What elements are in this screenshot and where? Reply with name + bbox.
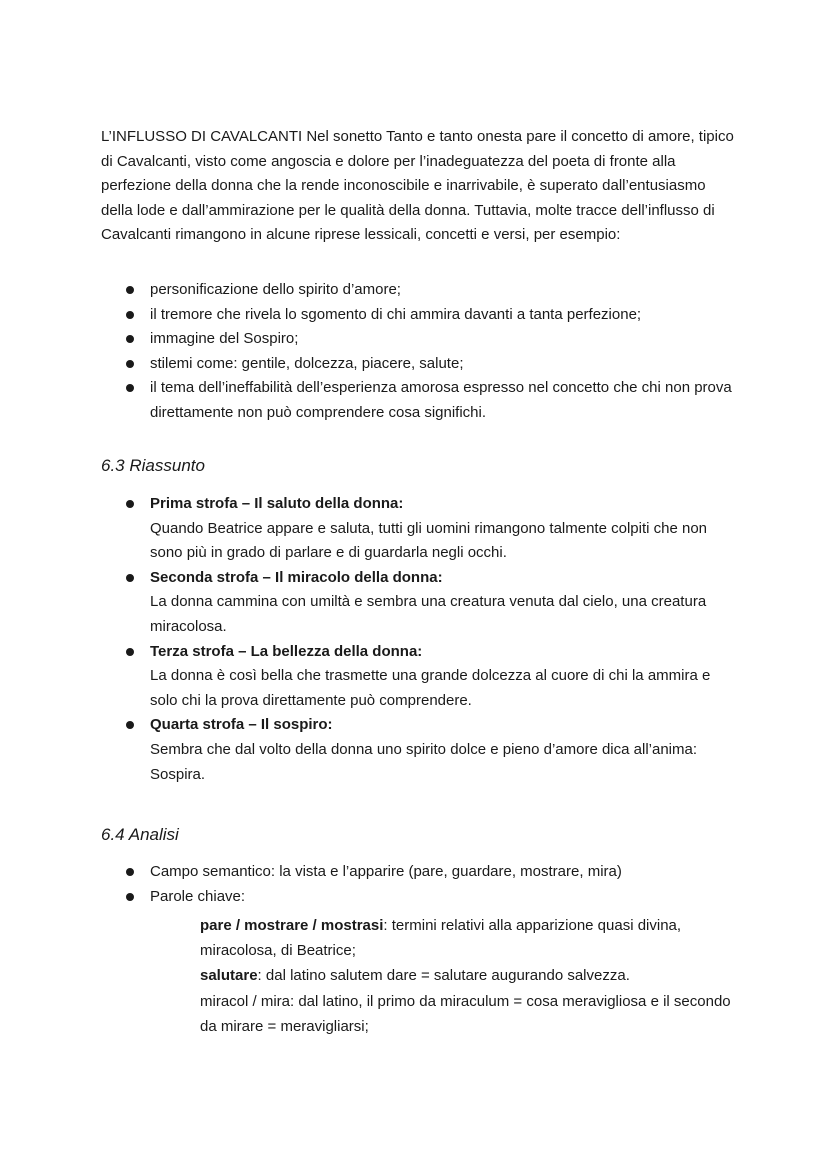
keyword-definition: : termini relativi alla apparizione quasi divina, miracolosa, di Beatrice; [200, 917, 682, 960]
strofa-heading: Prima strofa – Il saluto della donna: [150, 495, 404, 512]
list-item-text: stilemi come: gentile, dolcezza, piacere, salute; [150, 354, 464, 372]
keyword-definition: : dal latino salutem dare = salutare augurando salvezza. [257, 967, 630, 985]
list-item [101, 303, 741, 328]
list-item [101, 376, 741, 425]
keyword-term: pare / mostrare / mostrasi [200, 917, 384, 934]
riassunto-list [101, 492, 741, 787]
bullet-icon [126, 360, 134, 368]
list-item-text: Parole chiave: [150, 887, 246, 905]
list-item-text: Campo semantico: la vista e l’apparire (pare, guardare, mostrare, mira) [150, 863, 622, 880]
list-item-text: immagine del Sospiro; [150, 330, 299, 348]
section-title-analisi: 6.4 Analisi [101, 825, 179, 844]
bullet-icon [126, 286, 134, 294]
keyword-entry [200, 963, 740, 988]
list-item-text: il tremore che rivela lo sgomento di chi ammira davanti a tanta perfezione; [150, 305, 642, 323]
bullet-icon [126, 721, 134, 729]
list-item [101, 278, 741, 303]
strofa-body: La donna cammina con umiltà e sembra una creatura venuta dal cielo, una creatura miracolosa. [150, 593, 707, 635]
keyword-entry [200, 913, 740, 963]
bullet-icon [126, 311, 134, 319]
list-item [101, 566, 741, 640]
keyword-entry [200, 989, 740, 1039]
bullet-icon [126, 574, 134, 582]
keyword-definition: miracol / mira: dal latino, il primo da miraculum = cosa meravigliosa e il secondo da mirare = meravigliarsi; [200, 992, 731, 1035]
list-item [101, 492, 741, 566]
list-item [101, 860, 741, 885]
strofa-heading: Quarta strofa – Il sospiro: [150, 716, 333, 734]
strofa-body: Sembra che dal volto della donna uno spirito dolce e pieno d’amore dica all’anima: Sospira. [150, 740, 698, 783]
bullet-icon [126, 893, 134, 901]
list-item [101, 352, 741, 377]
intro-paragraph: L’INFLUSSO DI CAVALCANTI Nel sonetto Tanto e tanto onesta pare il concetto di amore, tipico di Cavalcanti, visto come angoscia e dolore per l’inadeguatezza del poeta di fronte alla perfezione della donna che la rende inconoscibile e inarrivabile, è superato dall’entusiasmo della lode e dall’ammirazione per le qualità della donna. Tuttavia, molte tracce dell’influsso di Cavalcanti rimangono in alcune riprese lessicali, concetti e versi, per esempio: [101, 128, 734, 244]
section-title-riassunto: 6.3 Riassunto [101, 456, 205, 475]
bullet-icon [126, 500, 134, 508]
keywords-block [200, 913, 740, 1039]
list-item-text: personificazione dello spirito d’amore; [150, 281, 401, 298]
strofa-heading: Terza strofa – La bellezza della donna: [150, 642, 423, 660]
strofa-heading: Seconda strofa – Il miracolo della donna: [150, 568, 443, 586]
bullet-icon [126, 868, 134, 876]
bullet-icon [126, 648, 134, 656]
keyword-term: salutare [200, 967, 258, 985]
strofa-body: La donna è così bella che trasmette una grande dolcezza al cuore di chi la ammira e solo chi la prova direttamente può comprendere. [150, 667, 711, 709]
list-item [101, 885, 741, 910]
influsso-list [101, 278, 741, 426]
bullet-icon [126, 335, 134, 343]
strofa-body: Quando Beatrice appare e saluta, tutti gli uomini rimangono talmente colpiti che non sono più in grado di parlare e di guardarla negli occhi. [150, 519, 707, 562]
list-item-text: il tema dell’ineffabilità dell’esperienza amorosa espresso nel concetto che chi non prova direttamente non può comprendere cosa significhi. [150, 379, 732, 421]
list-item [101, 327, 741, 352]
analisi-list [101, 860, 741, 909]
bullet-icon [126, 384, 134, 392]
list-item [101, 713, 741, 787]
list-item [101, 640, 741, 714]
